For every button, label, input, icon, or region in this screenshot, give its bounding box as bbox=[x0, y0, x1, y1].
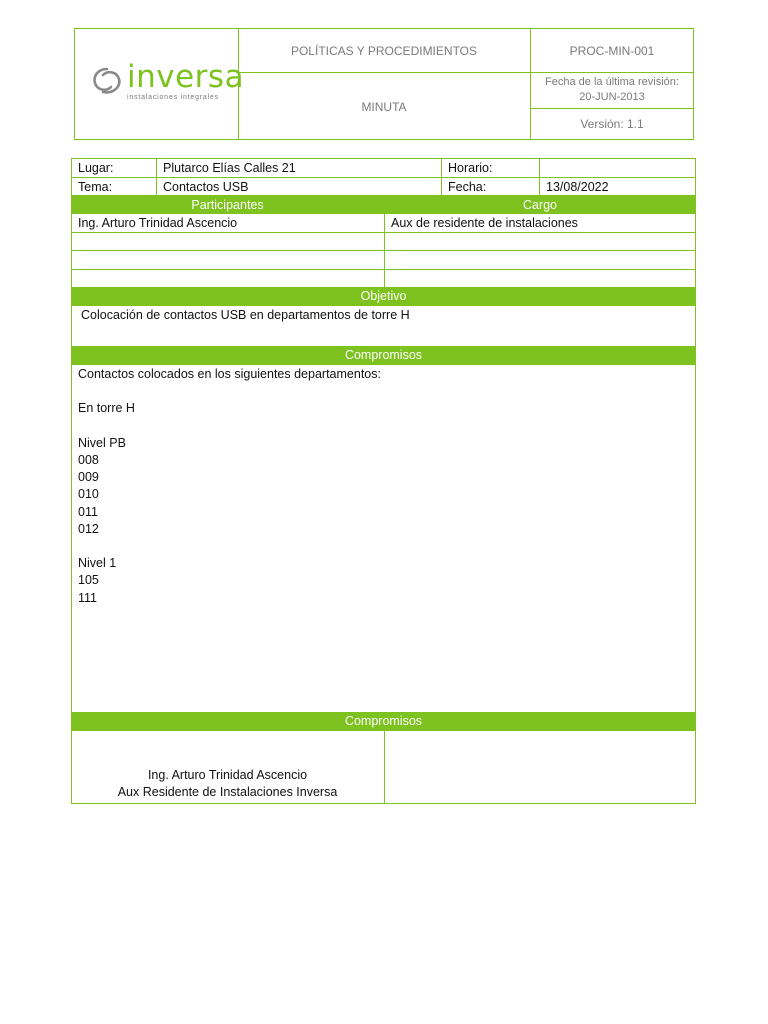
horario-label: Horario: bbox=[448, 161, 493, 175]
compromisos-header-bar bbox=[71, 346, 696, 365]
logo-tagline: instalaciones integrales bbox=[127, 94, 219, 101]
participant-name: Ing. Arturo Trinidad Ascencio bbox=[78, 216, 238, 230]
objetivo-header-bar bbox=[71, 287, 696, 306]
logo-wordmark: inversa bbox=[127, 59, 245, 95]
document-type: MINUTA bbox=[361, 100, 407, 114]
compromiso-line: 111 bbox=[78, 590, 98, 605]
compromisos-header: Compromisos bbox=[344, 348, 423, 362]
signer-name: Ing. Arturo Trinidad Ascencio bbox=[147, 768, 308, 782]
document-header bbox=[74, 28, 694, 140]
document-code: PROC-MIN-001 bbox=[569, 43, 655, 58]
compromiso-line: 009 bbox=[78, 470, 99, 485]
compromiso-line: 010 bbox=[78, 487, 99, 502]
compromiso-line: 011 bbox=[78, 504, 98, 519]
revision-label: Fecha de la última revisión: bbox=[545, 76, 679, 88]
participants-header: Participantes bbox=[191, 198, 264, 212]
logo-swirl-icon bbox=[89, 63, 125, 99]
firmas-header-bar bbox=[71, 712, 696, 731]
compromiso-line: 105 bbox=[78, 573, 99, 588]
tema-value: Contactos USB bbox=[163, 180, 249, 194]
firmas-header: Compromisos bbox=[344, 714, 423, 728]
fecha-label: Fecha: bbox=[448, 180, 487, 194]
compromiso-line: Nivel PB bbox=[78, 435, 126, 450]
revision-date: 20-JUN-2013 bbox=[579, 91, 645, 103]
lugar-value: Plutarco Elías Calles 21 bbox=[163, 161, 296, 175]
document-version: Versión: 1.1 bbox=[580, 117, 644, 131]
compromiso-line: 012 bbox=[78, 521, 99, 536]
compromisos-box bbox=[71, 364, 696, 714]
fecha-value: 13/08/2022 bbox=[546, 180, 609, 194]
tema-label: Tema: bbox=[78, 180, 113, 194]
company-logo bbox=[89, 59, 245, 107]
objetivo-text: Colocación de contactos USB en departamentos de torre H bbox=[81, 308, 410, 322]
compromiso-line: 008 bbox=[78, 453, 99, 467]
lugar-label: Lugar: bbox=[78, 161, 114, 175]
objetivo-header: Objetivo bbox=[360, 289, 407, 303]
cargo-header: Cargo bbox=[522, 198, 558, 212]
revision-block bbox=[530, 72, 694, 108]
policies-title: POLÍTICAS Y PROCEDIMIENTOS bbox=[290, 43, 478, 58]
signer-role: Aux Residente de Instalaciones Inversa bbox=[117, 785, 338, 799]
compromiso-line: En torre H bbox=[78, 401, 135, 416]
participant-cargo: Aux de residente de instalaciones bbox=[391, 216, 578, 230]
compromiso-line: Contactos colocados en los siguientes departamentos: bbox=[78, 367, 381, 381]
compromiso-line: Nivel 1 bbox=[78, 556, 117, 571]
participants-header-bar bbox=[71, 196, 696, 214]
